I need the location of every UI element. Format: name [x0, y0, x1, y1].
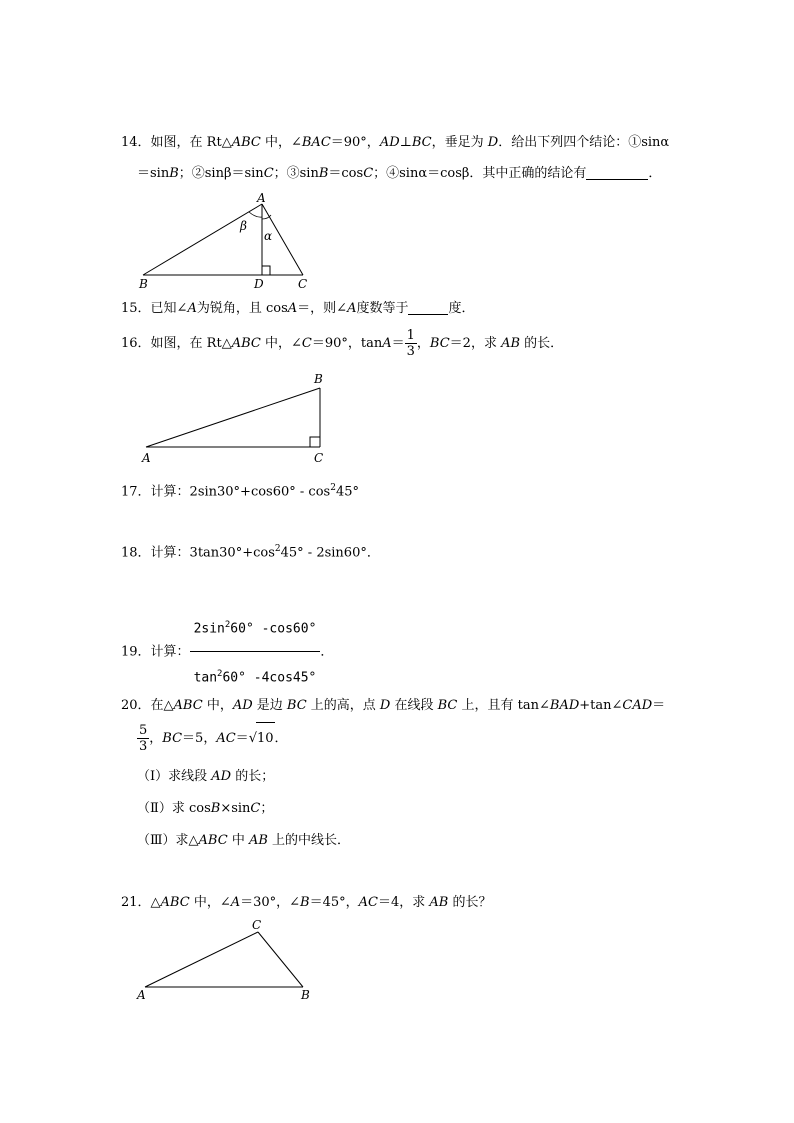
- vertex-label-b: B: [301, 988, 310, 1002]
- vertex-label-c: C: [252, 918, 262, 932]
- sqrt-sign: √: [248, 731, 257, 746]
- question-number: 16．: [121, 336, 151, 351]
- vertex-label-d: D: [254, 277, 264, 291]
- angle-label-beta: β: [240, 219, 247, 233]
- q15-line: 15．已知∠A为锐角，且 cosA＝，则∠A度数等于 度．: [121, 301, 475, 316]
- q20-line-1: 20．在△ABC 中，AD 是边 BC 上的高，点 D 在线段 BC 上，且有 tan∠BAD+tan∠CAD＝: [121, 698, 666, 713]
- q14-line-2: ＝sinB；②sinβ＝sinC；③sinB＝cosC；④sinα＝cosβ．其中正确的结论有 ．: [137, 166, 662, 181]
- q16-line: 16．如图，在 Rt△ABC 中，∠C＝90°，tanA＝ $\frac{1}{3}$ ，BC＝2，求 AB 的长．: [121, 328, 564, 359]
- vertex-label-b: B: [139, 277, 148, 291]
- question-number: 17．: [121, 484, 151, 500]
- vertex-label-a: A: [257, 191, 266, 205]
- answer-blank[interactable]: [586, 165, 648, 180]
- vertex-label-c: C: [314, 451, 324, 465]
- q17-line: 17．计算：$2\sin 30^\circ+\cos 60^\circ - \cos^245^\circ$: [121, 483, 359, 500]
- q20-part-3: （Ⅲ）求△ABC 中 AB 上的中线长．: [137, 833, 351, 848]
- answer-blank[interactable]: [408, 300, 448, 315]
- question-number: 20．: [121, 698, 151, 713]
- q21-line: 21．△ABC 中，∠A＝30°，∠B＝45°，AC＝4，求 AB 的长？: [121, 895, 492, 910]
- q20-line-2: $\frac{5}{3}$ ，BC＝5，AC＝√10．: [139, 723, 288, 754]
- angle-label-alpha: α: [264, 229, 273, 243]
- vertex-label-a: A: [137, 988, 146, 1002]
- q20-part-1: （Ⅰ）求线段 AD 的长；: [137, 769, 275, 784]
- q14-line-1: 14．如图，在 Rt△ABC 中，∠BAC＝90°，AD⊥BC，垂足为 D．给出下列四个结论：①sinα: [121, 135, 670, 150]
- q14-triangle-figure: [135, 190, 320, 292]
- fraction: $\frac{1}{3}$: [406, 328, 415, 359]
- question-number: 14．: [121, 135, 151, 150]
- sqrt-radicand: 10: [256, 722, 275, 755]
- q19-line: 19．计算： $\frac{2\sin^260^\circ -\cos 60^\circ}{\tan^260^\circ -4\cos 45^\circ}$ ．: [121, 605, 333, 699]
- q18-line: 18．计算：$3\tan 30^\circ+\cos^245^\circ - 2\sin 60^\circ$．: [121, 544, 380, 561]
- q21-triangle-figure: [133, 915, 323, 1005]
- fraction: $\frac{2\sin^260^\circ -\cos 60^\circ}{\tan^260^\circ -4\cos 45^\circ}$: [190, 605, 321, 699]
- question-number: 21．: [121, 895, 151, 910]
- q16-triangle-figure: [136, 370, 336, 466]
- question-number: 19．: [121, 644, 151, 660]
- vertex-label-b: B: [314, 372, 323, 386]
- vertex-label-a: A: [142, 451, 151, 465]
- question-number: 15．: [121, 301, 151, 316]
- fraction: $\frac{5}{3}$: [139, 723, 148, 754]
- question-number: 18．: [121, 545, 151, 561]
- q20-part-2: （Ⅱ）求 cosB×sinC；: [137, 801, 274, 816]
- vertex-label-c: C: [298, 277, 308, 291]
